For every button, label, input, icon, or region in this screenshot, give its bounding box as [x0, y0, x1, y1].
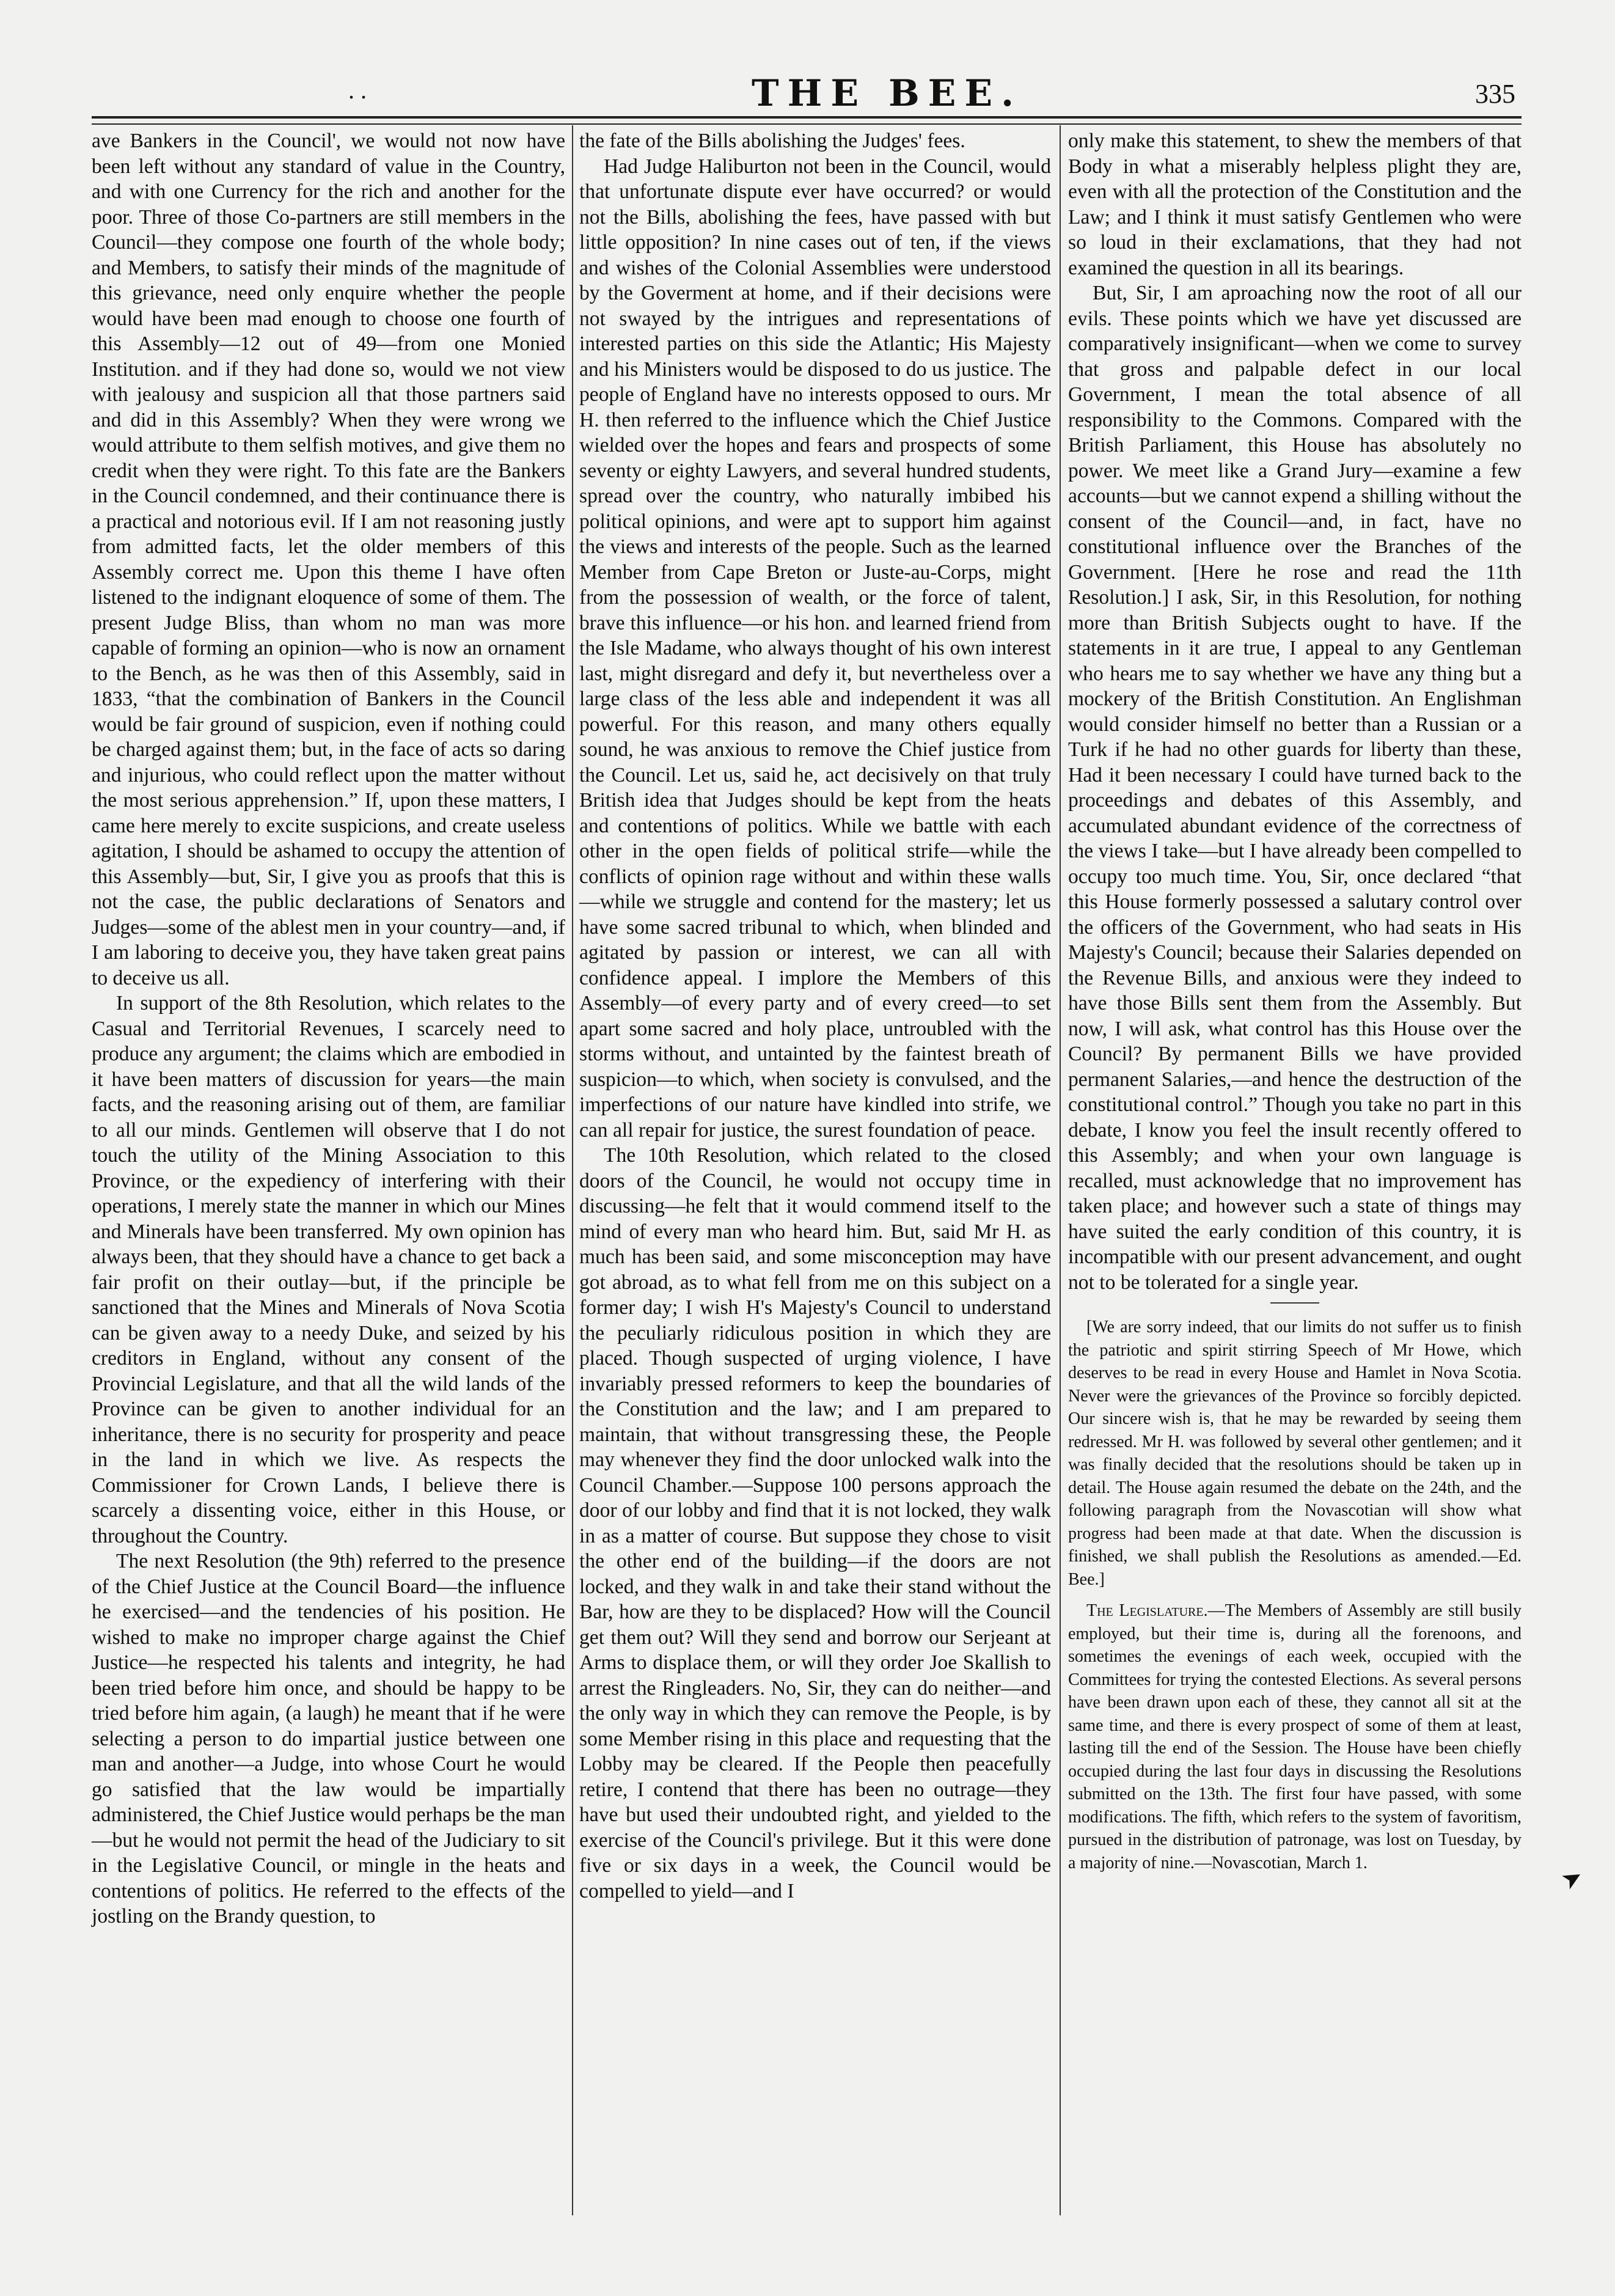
masthead-title: THE BEE.	[752, 72, 1023, 115]
paragraph: In support of the 8th Resolution, which relates to the Casual and Territorial Revenues, I scarcely need to produce any argument; the claims which are embodied in it have been matters of discussion for years—the main facts, and the reasoning arising out of them, are familiar to all our minds. Gentlemen will observe that I do not touch the utility of the Mining Association to this Province, or the expediency of interfering with their operations, I merely state the manner in which our Mines and Minerals have been transferred. My own opinion has always been, that they should have a chance to get back a fair profit on their outlay—but, if the principle be sanctioned that the Mines and Minerals of Nova Scotia can be given away to a needy Duke, and seized by his creditors in England, without any consent of the Provincial Legislature, and that all the wild lands of the Province can be given to another individual for an inheritance, there is no security for prosperity and peace in the land in which we live. As respects the Commissioner for Crown Lands, I believe there is scarcely a dissenting voice, either in this House, or throughout the Country.	[92, 992, 565, 1547]
page-header	[92, 72, 1515, 115]
paragraph: only make this statement, to shew the members of that Body in what a miserably helpless plight they are, even with all the protection of the Constitution and the Law; and I think it must satisfy Gentlemen who were so loud in their exclamations, that they had not examined the question in all its bearings.	[1068, 130, 1522, 279]
paragraph: The 10th Resolution, which related to the closed doors of the Council, he would not occupy time in discussing—he felt that it would commend itself to the mind of every man who heard him. But, said Mr H. as much has been said, and some misconception may have got abroad, as to what fell from me on this subject on a former day; I wish H's Majesty's Council to understand the peculiarly ridiculous position in which they are placed. Though suspected of urging violence, I have invariably pressed reformers to keep the boundaries of the Constitution and the law; and I am prepared to maintain, that without transgressing these, the People may whenever they find the door unlocked walk into the Council Chamber.—Suppose 100 persons approach the door of our lobby and find that it is not locked, they walk in as a matter of course. But suppose they chose to visit the other end of the building—if the doors are not locked, and they walk in and take their stand without the Bar, how are they to be displaced? How will the Council get them out? Will they send and borrow our Serjeant at Arms to displace them, or will they order Joe Skallish to arrest the Ringleaders. No, Sir, they can do neither—and the only way in which they can remove the People, is by some Member rising in this place and requesting that the Lobby may be cleared. If the People then peacefully retire, I contend that there has been no outrage—they have but used their undoubted right, and yielded to the exercise of the Council's privilege. But it this were done five or six days in a week, the Council would be compelled to yield—and I	[579, 1144, 1051, 1902]
editor-note-text: [We are sorry indeed, that our limits do not suffer us to finish the patriotic and spirit stirring Speech of Mr Howe, which deserves to be read in every House and Hamlet in Nova Scotia. Never were the grievances of the Province so forcibly depicted. Our sincere wish is, that he may be rewarded by seeing them redressed. Mr H. was followed by several other gentlemen; and it was finally decided that the resolutions should be taken up in detail. The House again resumed the debate on the 24th, and the following paragraph from the Novascotian will show what progress had been made at that date. When the discussion is finished, we shall publish the Resolutions as amended.—Ed. Bee.]	[1068, 1318, 1522, 1589]
column-divider	[1060, 125, 1061, 2215]
paragraph: the fate of the Bills abolishing the Judges' fees.	[579, 130, 965, 152]
legislature-heading: The Legislature.	[1086, 1601, 1208, 1620]
paragraph: The next Resolution (the 9th) referred to the presence of the Chief Justice at the Council Board—the influence he exercised—and the tendencies of his position. He wished to make no improper charge against the Chief Justice—he respected his talents and integrity, he had been tried before him once, and should be happy to be tried before him again, (a laugh) he meant that if he were selecting a person to do impartial justice between one man and another—a Judge, into whose Court he would go satisfied that the law would be impartially administered, the Chief Justice would perhaps be the man—but he would not permit the head of the Judiciary to sit in the Legislative Council, or mingle in the heats and contentions of politics. He referred to the effects of the jostling on the Brandy question, to	[92, 1550, 565, 1927]
margin-mark: ➤	[1556, 1861, 1588, 1896]
paragraph: ave Bankers in the Council', we would not now have been left without any standard of value in the Country, and with one Currency for the rich and another for the poor. Three of those Co-partners are still members in the Council—they compose one fourth of the whole body; and Members, to satisfy their minds of the magnitude of this grievance, need only enquire whether the people would have been mad enough to choose one fourth of this Assembly—12 out of 49—from one Monied Institution. and if they had done so, would we not view with jealousy and suspicion all that those partners said and did in this Assembly? When they were wrong we would attribute to them selfish motives, and give them no credit when they were right. To this fate are the Bankers in the Council condemned, and their continuance there is a practical and notorious evil. If I am not reasoning justly from admitted facts, let the older members of this Assembly correct me. Upon this theme I have often listened to the indignant eloquence of some of them. The present Judge Bliss, than whom no man was more capable of forming an opinion—who is now an ornament to the Bench, as he was then of this Assembly, said in 1833, “that the combination of Bankers in the Council would be fair ground of suspicion, even if nothing could be charged against them; but, in the face of acts so daring and injurious, who could reflect upon the matter without the most serious apprehension.” If, upon these matters, I came here merely to excite suspicions, and create useless agitation, I should be ashamed to occupy the attention of this Assembly—but, Sir, I give you as proofs that this is not the case, the public declarations of Senators and Judges—some of the ablest men in your country—and, if I am laboring to deceive you, they have taken great pains to deceive us all.	[92, 130, 565, 989]
paragraph: But, Sir, I am aproaching now the root of all our evils. These points which we have yet discussed are comparatively insignificant—when we come to survey that gross and palpable defect in our local Government, I mean the total absence of all responsibility to the Commons. Compared with the British Parliament, this House has absolutely no power. We meet like a Grand Jury—examine a few accounts—but we cannot expend a shilling without the consent of the Council—and, in fact, have no constitutional influence over the Branches of the Government. [Here he rose and read the 11th Resolution.] I ask, Sir, in this Resolution, for nothing more than British Subjects ought to have. If the statements in it are true, I appeal to any Gentleman who hears me to say whether we have any thing but a mockery of the British Constitution. An Englishman would consider himself no better than a Russian or a Turk if he had no other guards for liberty than these, Had it been necessary I could have turned back to the proceedings and debates of this Assembly, and accumulated abundant evidence of the correctness of the views I take—but I have already been compelled to occupy too much time. You, Sir, once declared “that this House formerly possessed a salutary control over the officers of the Government, who had seats in His Majesty's Council; because their Salaries depended on the Revenue Bills, and anxious were they indeed to have those Bills sent them from the Assembly. But now, I will ask, what control has this House over the Council? By permanent Bills we have provided permanent Salaries,—and hence the destruction of the constitutional control.” Though you take no part in this debate, I know you feel the insult recently offered to this Assembly; and when your own language is recalled, must acknowledge that no improvement has taken place; and however such a state of things may have suited the early condition of this country, it is incompatible with our present advancement, and ought not to be tolerated for a single year.	[1068, 282, 1522, 1294]
legislature-paragraph	[1068, 1599, 1522, 1874]
section-separator	[1270, 1302, 1319, 1304]
column-1	[92, 128, 565, 1929]
legislature-text: —The Members of Assembly are still busily employed, but their time is, during all the forenoons, and sometimes the evenings of each week, occupied with the Committees for trying the contested Elections. As several persons have been drawn upon each of these, they cannot all sit at the same time, and there is every prospect of some of them at least, lasting till the end of the Session. The House have been chiefly occupied during the last four days in discussing the Resolutions submitted on the 13th. The first four have passed, with some modifications. The fifth, which refers to the system of favoritism, pursued in the distribution of patronage, was lost on Tuesday, by a majority of nine.—Novascotian, March 1.	[1068, 1601, 1522, 1872]
column-divider	[572, 125, 573, 2215]
column-2	[579, 128, 1051, 1904]
editor-note	[1068, 1316, 1522, 1874]
header-rule	[92, 116, 1522, 125]
header-ornament: . .	[348, 76, 367, 104]
paragraph: Had Judge Haliburton not been in the Council, would that unfortunate dispute ever have occurred? or would not the Bills, abolishing the fees, have passed with but little opposition? In nine cases out of ten, if the views and wishes of the Colonial Assemblies were understood by the Goverment at home, and if their decisions were not swayed by the intrigues and representations of interested parties on this side the Atlantic; His Majesty and his Ministers would be disposed to do us justice. The people of England have no interests opposed to ours. Mr H. then referred to the influence which the Chief Justice wielded over the hopes and fears and prospects of some seventy or eighty Lawyers, and several hundred students, spread over the country, who naturally imbibed his political opinions, and were apt to support him against the views and interests of the people. Such as the learned Member from Cape Breton or Juste-au-Corps, might from the possession of wealth, or the force of talent, brave this influence—or his hon. and learned friend from the Isle Madame, who always thought of his own interest last, might disregard and defy it, but nevertheless over a large class of the less able and independent it was all powerful. For this reason, and many others equally sound, he was anxious to remove the Chief justice from the Council. Let us, said he, act decisively on that truly British idea that Judges should be kept from the heats and contentions of politics. While we battle with each other in the open fields of political strife—while the conflicts of opinion rage without and within these walls—while we struggle and contend for the mastery; let us have some sacred tribunal to which, when blinded and agitated by passion or interest, we can all with confidence appeal. I implore the Members of this Assembly—of every party and of every creed—to set apart some sacred and holy place, untroubled with the storms without, and untainted by the faintest breath of suspicion—to which, when society is convulsed, and the imperfections of our nature have kindled into strife, we can all repair for justice, the surest foundation of peace.	[579, 155, 1051, 1142]
column-3	[1068, 128, 1522, 1874]
page-number: 335	[1475, 79, 1515, 109]
